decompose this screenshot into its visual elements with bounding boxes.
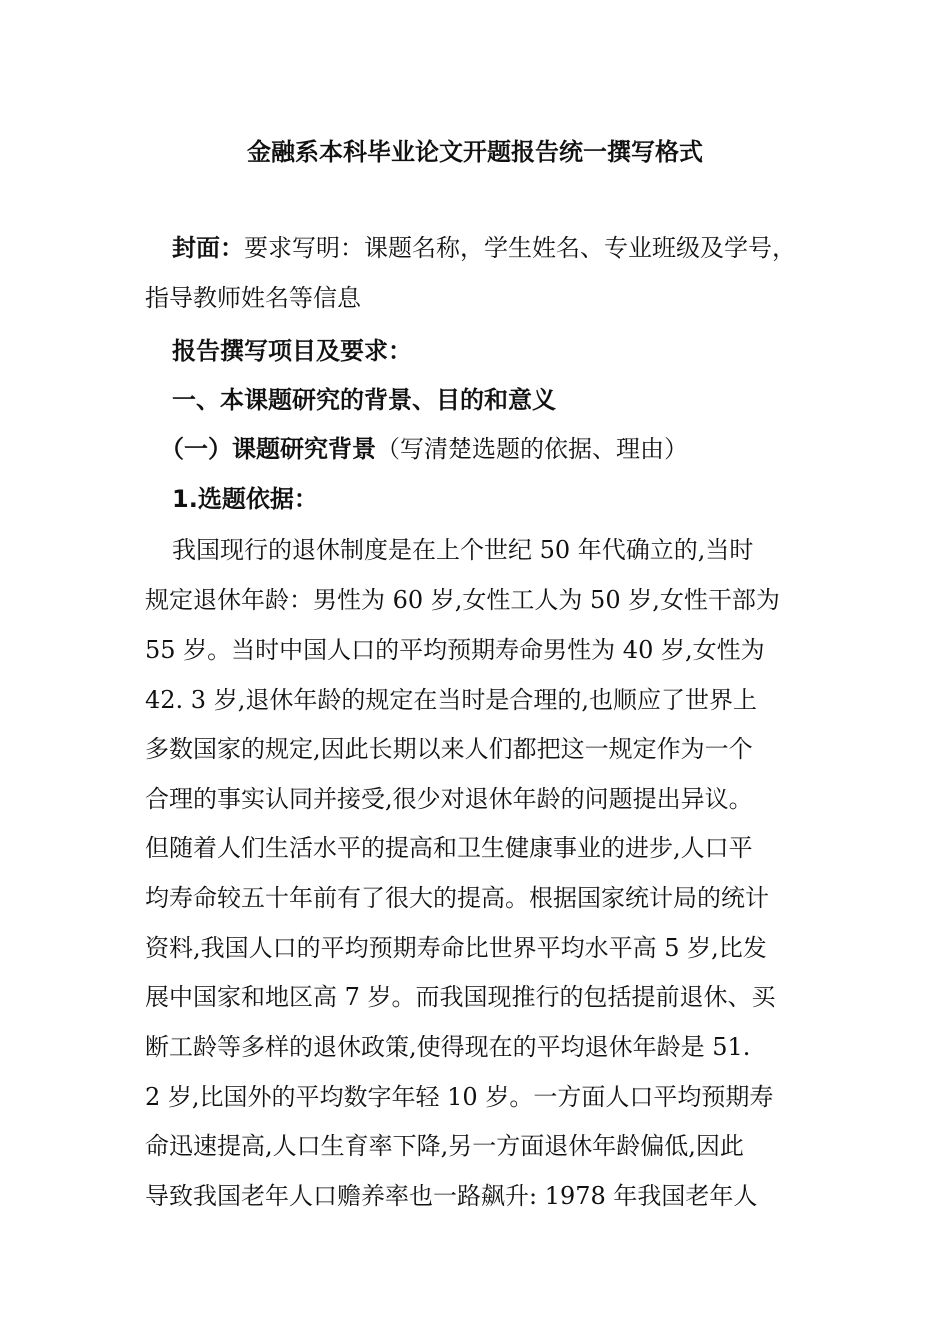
body-line: 多数国家的规定,因此长期以来人们都把这一规定作为一个 bbox=[145, 735, 753, 763]
cover-text-1: 要求写明：课题名称，学生姓名、专业班级及学号， bbox=[244, 234, 796, 262]
body-line: 我国现行的退休制度是在上个世纪 50 年代确立的,当时 bbox=[172, 536, 754, 564]
body-line: 展中国家和地区高 7 岁。而我国现推行的包括提前退休、买 bbox=[145, 983, 776, 1011]
cover-paragraph-line-2: 指导教师姓名等信息 bbox=[145, 284, 361, 312]
body-line: 合理的事实认同并接受,很少对退休年龄的问题提出异议。 bbox=[145, 785, 753, 813]
body-line: 导致我国老年人口赡养率也一路飙升: 1978 年我国老年人 bbox=[145, 1182, 758, 1210]
body-line: 42. 3 岁,退休年龄的规定在当时是合理的,也顺应了世界上 bbox=[145, 686, 757, 714]
body-line: 命迅速提高,人口生育率下降,另一方面退休年龄偏低,因此 bbox=[145, 1132, 744, 1160]
body-line: 规定退休年龄：男性为 60 岁,女性工人为 50 岁,女性干部为 bbox=[145, 586, 780, 614]
body-line: 但随着人们生活水平的提高和卫生健康事业的进步,人口平 bbox=[145, 834, 753, 862]
report-heading: 报告撰写项目及要求： bbox=[172, 337, 412, 365]
item-heading-one: 1.选题依据： bbox=[172, 485, 318, 513]
section-heading-one: 一、本课题研究的背景、目的和意义 bbox=[172, 386, 556, 414]
body-line: 均寿命较五十年前有了很大的提高。根据国家统计局的统计 bbox=[145, 884, 769, 912]
body-line: 55 岁。当时中国人口的平均预期寿命男性为 40 岁,女性为 bbox=[145, 636, 765, 664]
body-line: 2 岁,比国外的平均数字年轻 10 岁。一方面人口平均预期寿 bbox=[145, 1083, 774, 1111]
body-line: 断工龄等多样的退休政策,使得现在的平均退休年龄是 51. bbox=[145, 1033, 751, 1061]
body-line: 资料,我国人口的平均预期寿命比世界平均水平高 5 岁,比发 bbox=[145, 934, 767, 962]
subsection-heading-one bbox=[160, 429, 825, 469]
document-title: 金融系本科毕业论文开题报告统一撰写格式 bbox=[247, 138, 703, 166]
cover-paragraph-line-1 bbox=[172, 228, 812, 268]
subsection-label: （一）课题研究背景 bbox=[160, 435, 376, 463]
cover-label: 封面： bbox=[172, 234, 244, 262]
subsection-note: （写清楚选题的依据、理由） bbox=[376, 435, 688, 463]
